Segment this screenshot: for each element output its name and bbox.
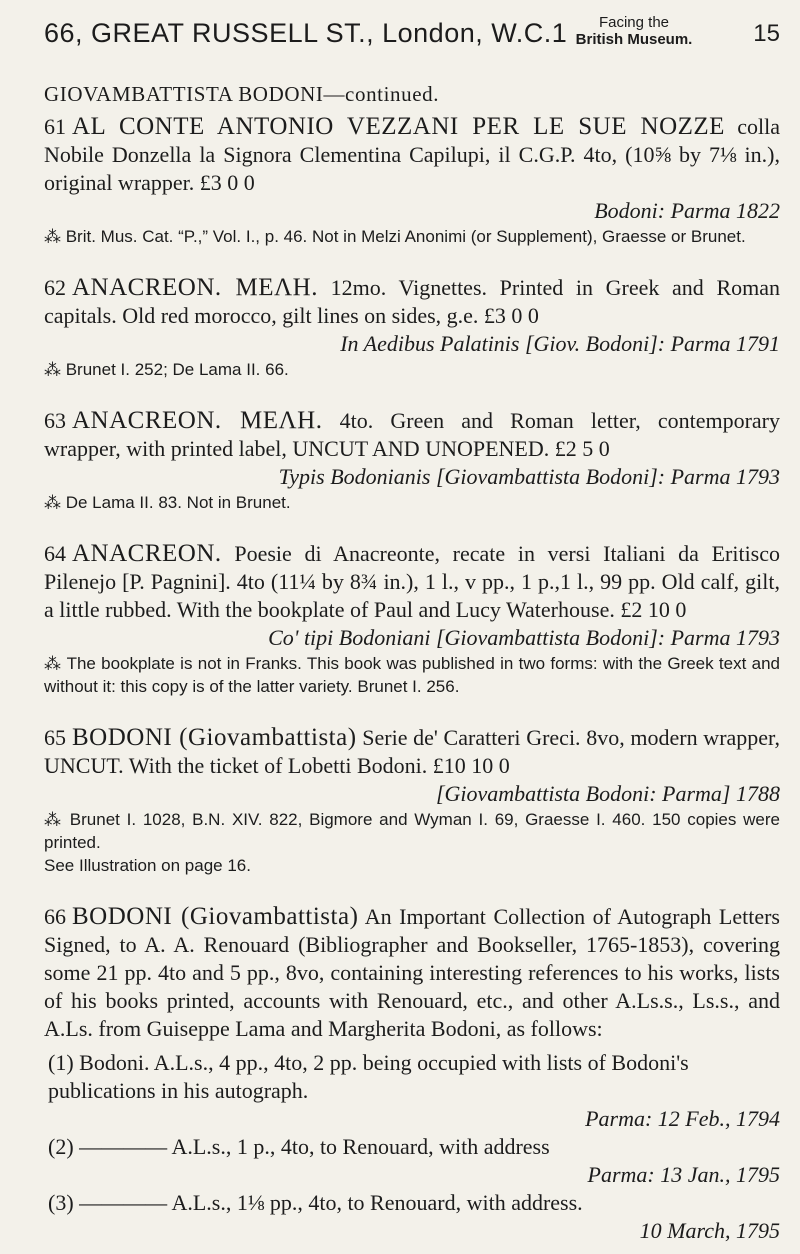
letter-item: (2) ———— A.L.s., 1 p., 4to, to Renouard, with address bbox=[48, 1134, 550, 1159]
lot-text bbox=[44, 274, 780, 330]
lot-text bbox=[44, 113, 780, 197]
lot-entry bbox=[44, 113, 780, 248]
letter-item: (1) Bodoni. A.L.s., 4 pp., 4to, 2 pp. being occupied with lists of Bodoni's publications in his autograph. bbox=[48, 1050, 689, 1103]
lot-text bbox=[44, 407, 780, 463]
lot-body: 4to. Green and Roman letter, contemporary wrapper, with printed label, UNCUT AND UNOPENED. £2 5 0 bbox=[44, 408, 781, 461]
lot-number: 66 bbox=[44, 904, 66, 929]
letter-date: Parma: 12 Feb., 1794 bbox=[585, 1106, 780, 1131]
section-title: GIOVAMBATTISTA BODONI—continued. bbox=[44, 82, 440, 106]
lot-body: 12mo. Vignettes. Printed in Greek and Roman capitals. Old red morocco, gilt lines on sides, g.e. £3 0 0 bbox=[44, 275, 780, 328]
lot-number: 65 bbox=[44, 725, 66, 750]
letter-date: Parma: 13 Jan., 1795 bbox=[587, 1162, 780, 1187]
lot-imprint: Bodoni: Parma 1822 bbox=[594, 198, 780, 223]
lot-entry bbox=[44, 407, 780, 514]
lot-text bbox=[44, 903, 780, 1043]
lot-imprint: Typis Bodonianis [Giovambattista Bodoni]: Parma 1793 bbox=[278, 464, 780, 489]
lot-heading: BODONI (Giovambattista) bbox=[72, 903, 359, 930]
lot-entry bbox=[44, 540, 780, 698]
lot-number: 61 bbox=[44, 114, 66, 139]
lot-heading: ANACREON. ΜΕΛΗ. bbox=[72, 407, 323, 434]
lot-heading: ANACREON. ΜΕΛΗ. bbox=[72, 274, 318, 301]
header-address: 66, GREAT RUSSELL ST., London, W.C.1 bbox=[44, 18, 568, 48]
lot-note: ⁂ Brunet I. 252; De Lama II. 66. bbox=[44, 360, 289, 379]
lot-note: ⁂ Brit. Mus. Cat. “P.,” Vol. I., p. 46. Not in Melzi Anonimi (or Supplement), Graesse or Brunet. bbox=[44, 227, 746, 246]
lot-number: 64 bbox=[44, 541, 66, 566]
header-facing-note bbox=[564, 14, 704, 48]
lot-imprint: Co' tipi Bodoniani [Giovambattista Bodoni]: Parma 1793 bbox=[268, 625, 780, 650]
lot-entry bbox=[44, 724, 780, 877]
lot-imprint: [Giovambattista Bodoni: Parma] 1788 bbox=[435, 781, 780, 806]
lot-note: ⁂ De Lama II. 83. Not in Brunet. bbox=[44, 493, 291, 512]
lot-text bbox=[44, 724, 780, 780]
lot-entry bbox=[44, 903, 780, 1245]
lot-heading: AL CONTE ANTONIO VEZZANI PER LE SUE NOZZE bbox=[72, 113, 725, 140]
letter-date: 10 March, 1795 bbox=[639, 1218, 780, 1243]
lot-body: Serie de' Caratteri Greci. 8vo, modern wrapper, UNCUT. With the ticket of Lobetti Bodoni. £10 10 0 bbox=[44, 725, 780, 778]
lot-note: ⁂ The bookplate is not in Franks. This book was published in two forms: with the Greek text and without it: this copy is of the latter variety. Brunet I. 256. bbox=[44, 654, 780, 696]
lot-body: colla Nobile Donzella la Signora Clementina Capilupi, il C.G.P. 4to, (10⅝ by 7⅛ in.), original wrapper. £3 0 0 bbox=[44, 114, 780, 195]
lot-body: Poesie di Anacreonte, recate in versi Italiani da Eritisco Pilenejo [P. Pagnini]. 4to (11¼ by 8¾ in.), 1 l., v pp., 1 p.,1 l., 99 pp. Old calf, gilt, a little rubbed. With the bookplate of Paul and Lucy Waterhouse. £2 10 0 bbox=[44, 541, 781, 622]
lot-text bbox=[44, 540, 780, 624]
lot-heading: ANACREON. bbox=[72, 540, 222, 567]
facing-line-1: Facing the bbox=[598, 14, 670, 31]
lot-note: ⁂ Brunet I. 1028, B.N. XIV. 822, Bigmore and Wyman I. 69, Graesse I. 460. 150 copies were printed. bbox=[44, 810, 780, 852]
lot-imprint: In Aedibus Palatinis [Giov. Bodoni]: Parma 1791 bbox=[340, 331, 780, 356]
lot-heading: BODONI (Giovambattista) bbox=[72, 724, 357, 751]
lot-number: 62 bbox=[44, 275, 66, 300]
page-header bbox=[44, 12, 780, 66]
lot-entry bbox=[44, 274, 780, 381]
lot-body: An Important Collection of Autograph Letters Signed, to A. A. Renouard (Bibliographer and Bookseller, 1765-1853), covering some 21 pp. 4to and 5 pp., 8vo, containing interesting references to his works, lists of his books printed, accounts with Renouard, etc., and other A.Ls.s., Ls.s., and A.Ls. from Guiseppe Lama and Margherita Bodoni, as follows: bbox=[44, 904, 780, 1041]
illustration-reference: See Illustration on page 16. bbox=[44, 856, 251, 875]
page-number: 15 bbox=[753, 20, 780, 47]
facing-line-2: British Museum. bbox=[575, 31, 693, 48]
lot-number: 63 bbox=[44, 408, 66, 433]
letter-item: (3) ———— A.L.s., 1⅛ pp., 4to, to Renouard, with address. bbox=[48, 1190, 583, 1215]
